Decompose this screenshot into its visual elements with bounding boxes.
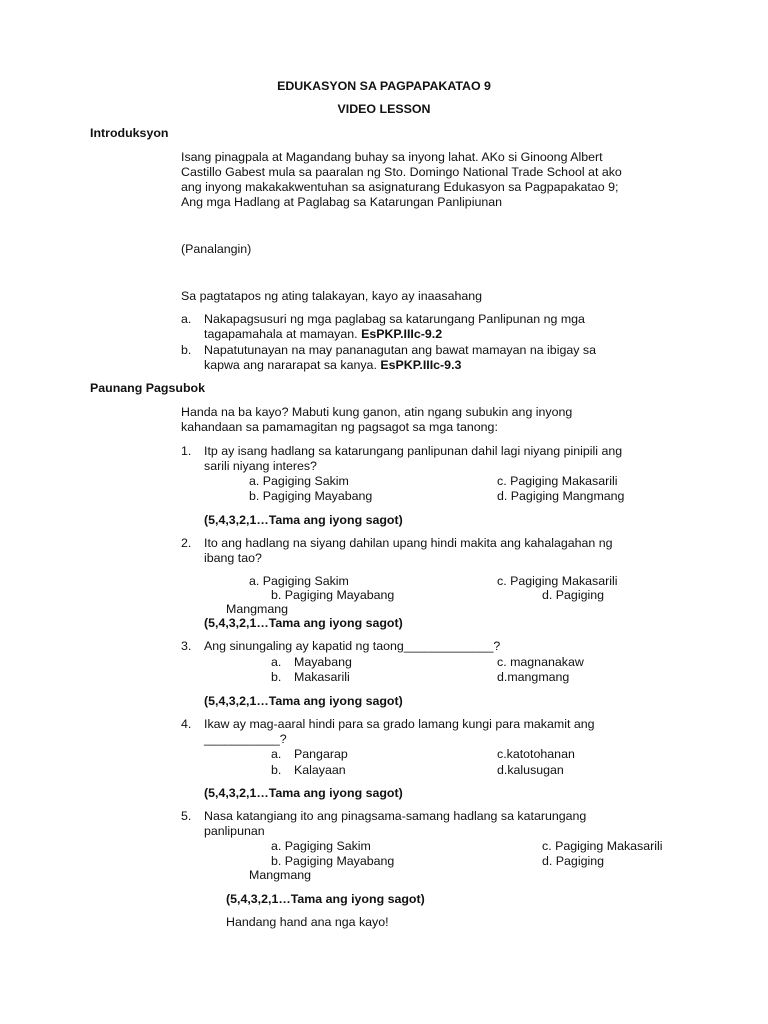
question-number: 5. bbox=[181, 809, 192, 823]
closing-remark: Handang hand ana nga kayo! bbox=[226, 915, 389, 929]
choice-b: b. Pagiging Mayabang bbox=[271, 588, 395, 602]
question-text: sarili niyang interes? bbox=[204, 459, 317, 473]
choice-marker: b. bbox=[271, 763, 282, 777]
choice-a: a. Pagiging Sakim bbox=[249, 474, 349, 488]
objective-text: tagapamahala at mamayan. bbox=[204, 327, 358, 341]
choice-c: c. Pagiging Makasarili bbox=[497, 574, 618, 588]
choice-d: d. Pagiging bbox=[542, 854, 605, 868]
choice-b: b. Pagiging Mayabang bbox=[249, 489, 373, 503]
answer-feedback: (5,4,3,2,1…Tama ang iyong sagot) bbox=[204, 694, 403, 708]
question-text: ibang tao? bbox=[204, 551, 262, 565]
choice-d: d. Pagiging bbox=[542, 588, 605, 602]
answer-feedback: (5,4,3,2,1…Tama ang iyong sagot) bbox=[204, 616, 403, 630]
competency-code: EsPKP.IIIc-9.3 bbox=[380, 358, 462, 372]
intro-line: Isang pinagpala at Magandang buhay sa inyong lahat. AKo si Ginoong Albert bbox=[181, 150, 603, 164]
choice-c: c. magnanakaw bbox=[497, 655, 584, 669]
pretest-intro: Handa na ba kayo? Mabuti kung ganon, atin ngang subukin ang inyong bbox=[181, 405, 573, 419]
choice-c: c. Pagiging Makasarili bbox=[542, 839, 663, 853]
intro-line: ang inyong makakakwentuhan sa asignaturang Edukasyon sa Pagpapakatao 9; bbox=[181, 180, 619, 194]
question-text: Ang sinungaling ay kapatid ng taong_____________? bbox=[204, 639, 501, 653]
choice-d: d.mangmang bbox=[497, 670, 570, 684]
choice-b: b. Pagiging Mayabang bbox=[271, 854, 395, 868]
objectives-intro: Sa pagtatapos ng ating talakayan, kayo ay inaasahang bbox=[181, 289, 483, 303]
objective-marker: b. bbox=[181, 343, 192, 357]
choice-d-continuation: Mangmang bbox=[249, 868, 311, 882]
question-number: 1. bbox=[181, 444, 192, 458]
competency-code: EsPKP.IIIc-9.2 bbox=[361, 327, 443, 341]
choice-a: Pangarap bbox=[294, 747, 348, 761]
choice-c: c.katotohanan bbox=[497, 747, 575, 761]
objective-text: Nakapagsusuri ng mga paglabag sa katarungang Panlipunan ng mga bbox=[204, 312, 585, 326]
choice-a: Mayabang bbox=[294, 655, 352, 669]
question-text: panlipunan bbox=[204, 824, 265, 838]
choice-d: d.kalusugan bbox=[497, 763, 564, 777]
choice-marker: a. bbox=[271, 747, 282, 761]
objective-text: Napatutunayan na may pananagutan ang bawat mamayan na ibigay sa bbox=[204, 343, 596, 357]
choice-a: a. Pagiging Sakim bbox=[271, 839, 371, 853]
choice-marker: b. bbox=[271, 670, 282, 684]
pretest-intro: kahandaan sa pamamagitan ng pagsagot sa mga tanong: bbox=[181, 420, 498, 434]
choice-c: c. Pagiging Makasarili bbox=[497, 474, 618, 488]
prayer-note: (Panalangin) bbox=[181, 242, 252, 256]
document-title: EDUKASYON SA PAGPAPAKATAO 9 bbox=[277, 79, 491, 93]
answer-feedback: (5,4,3,2,1…Tama ang iyong sagot) bbox=[226, 892, 425, 906]
intro-line: Castillo Gabest mula sa paaralan ng Sto. Domingo National Trade School at ako bbox=[181, 165, 622, 179]
answer-feedback: (5,4,3,2,1…Tama ang iyong sagot) bbox=[204, 513, 403, 527]
question-text: Nasa katangiang ito ang pinagsama-samang hadlang sa katarungang bbox=[204, 809, 587, 823]
choice-d: d. Pagiging Mangmang bbox=[497, 489, 625, 503]
document-subtitle: VIDEO LESSON bbox=[337, 102, 431, 116]
objective-text-cont bbox=[204, 327, 442, 342]
choice-d-continuation: Mangmang bbox=[226, 602, 288, 616]
question-number: 2. bbox=[181, 536, 192, 550]
choice-a: a. Pagiging Sakim bbox=[249, 574, 349, 588]
question-text: Ito ang hadlang na siyang dahilan upang hindi makita ang kahalagahan ng bbox=[204, 536, 613, 550]
question-number: 3. bbox=[181, 639, 192, 653]
objective-text: kapwa ang nararapat sa kanya. bbox=[204, 358, 377, 372]
section-heading-introduksyon: Introduksyon bbox=[90, 126, 169, 140]
question-text: Itp ay isang hadlang sa katarungang panlipunan dahil lagi niyang pinipili ang bbox=[204, 444, 623, 458]
objective-marker: a. bbox=[181, 312, 192, 326]
choice-marker: a. bbox=[271, 655, 282, 669]
intro-line: Ang mga Hadlang at Paglabag sa Katarungan Panlipiunan bbox=[181, 195, 503, 209]
choice-b: Kalayaan bbox=[294, 763, 346, 777]
objective-text-cont bbox=[204, 358, 461, 373]
question-number: 4. bbox=[181, 717, 192, 731]
question-text: ___________? bbox=[204, 732, 287, 746]
answer-feedback: (5,4,3,2,1…Tama ang iyong sagot) bbox=[204, 786, 403, 800]
section-heading-paunang-pagsubok: Paunang Pagsubok bbox=[90, 381, 205, 395]
question-text: Ikaw ay mag-aaral hindi para sa grado lamang kungi para makamit ang bbox=[204, 717, 595, 731]
choice-b: Makasarili bbox=[294, 670, 350, 684]
